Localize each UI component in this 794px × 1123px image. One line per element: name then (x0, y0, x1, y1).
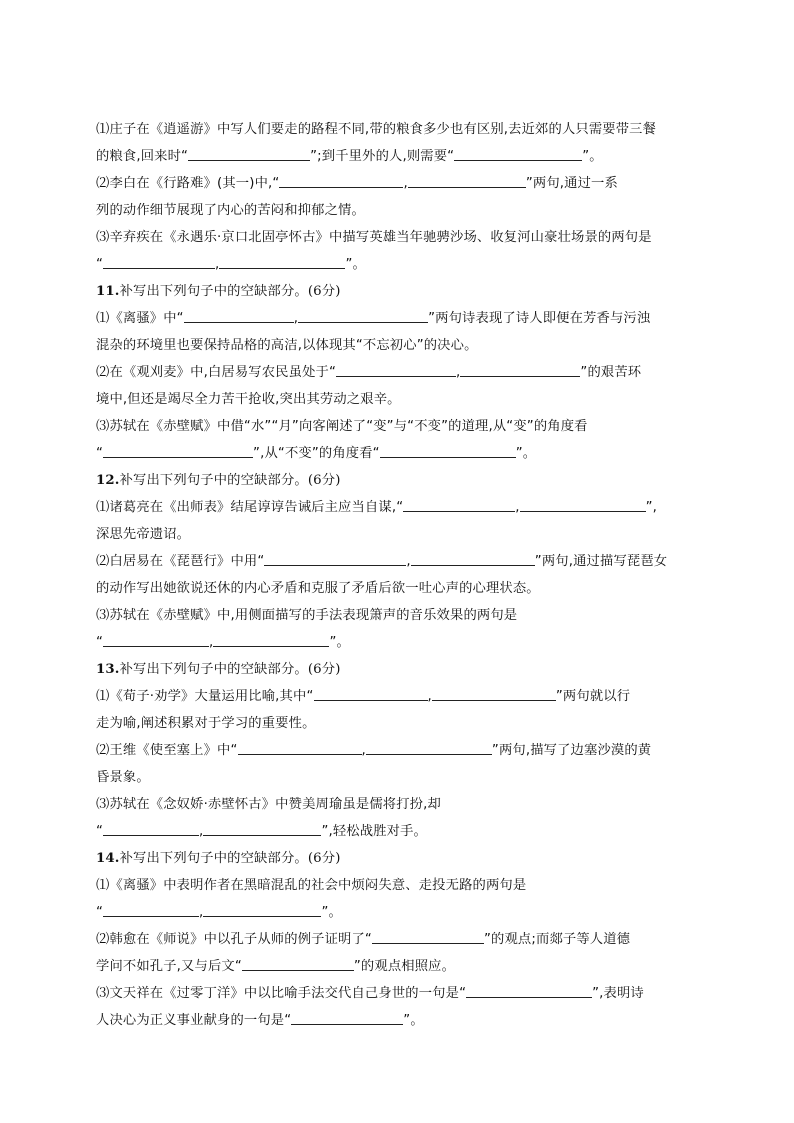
answer-blank[interactable] (298, 309, 428, 323)
answer-blank[interactable] (380, 444, 516, 458)
q13-3-line-1 (96, 791, 702, 818)
q11-1-text: 混杂的环境里也要保持品格的高洁,以体现其“不忘初心”的决心。 (96, 338, 478, 353)
answer-blank[interactable] (188, 147, 310, 161)
answer-blank[interactable] (460, 363, 580, 377)
answer-blank[interactable] (103, 633, 209, 647)
q13-2-line-1 (96, 737, 702, 764)
q14-2-text-pre: ⑵韩愈在《师说》中以孔子从师的例子证明了“ (96, 932, 372, 947)
q13-1-line-1 (96, 683, 702, 710)
q11-heading (96, 278, 702, 305)
q14-2-line-1 (96, 926, 702, 953)
separator: , (199, 824, 204, 839)
q12-2-line-1 (96, 548, 702, 575)
q11-3-line-1 (96, 413, 702, 440)
separator: , (215, 257, 220, 272)
q13-3-line-2 (96, 818, 702, 845)
answer-blank[interactable] (291, 1011, 403, 1025)
answer-blank[interactable] (219, 255, 345, 269)
q10-1-line-1 (96, 116, 702, 143)
q12-number: 12. (96, 473, 120, 488)
q12-title: 补写出下列句子中的空缺部分。(6分) (119, 473, 341, 488)
answer-blank[interactable] (264, 552, 406, 566)
q12-2-text: 的动作写出她欲说还休的内心矛盾和克服了矛盾后欲一吐心声的心理状态。 (96, 581, 540, 596)
q11-2-text-end: ”的艰苦环 (580, 365, 642, 380)
q13-2-text-pre: ⑵王维《使至塞上》中“ (96, 743, 238, 758)
q10-1-line-2 (96, 143, 702, 170)
answer-blank[interactable] (242, 957, 354, 971)
answer-blank[interactable] (238, 741, 362, 755)
answer-blank[interactable] (366, 741, 492, 755)
close-quote: ”, (645, 500, 658, 515)
q13-1-text: 走为喻,阐述积累对于学习的重要性。 (96, 716, 316, 731)
q11-3-line-2 (96, 440, 702, 467)
q13-number: 13. (96, 662, 120, 677)
separator: , (406, 554, 411, 569)
q10-2-text: 列的动作细节展现了内心的苦闷和抑郁之情。 (96, 203, 365, 218)
q11-number: 11. (96, 284, 120, 299)
q13-title: 补写出下列句子中的空缺部分。(6分) (119, 662, 341, 677)
answer-blank[interactable] (103, 255, 215, 269)
open-quote: “ (96, 824, 104, 839)
answer-blank[interactable] (466, 984, 592, 998)
q14-2-text-end-2: ”的观点相照应。 (353, 959, 456, 974)
q10-2-line-1 (96, 170, 702, 197)
q14-3-line-1 (96, 980, 702, 1007)
q10-3-line-2 (96, 251, 702, 278)
q14-2-text-end: ”的观点;而郯子等人道德 (483, 932, 631, 947)
answer-blank[interactable] (403, 498, 515, 512)
q12-3-text: ⑶苏轼在《赤壁赋》中,用侧面描写的手法表现箫声的音乐效果的两句是 (96, 608, 518, 623)
q11-2-line-1 (96, 359, 702, 386)
answer-blank[interactable] (203, 903, 321, 917)
q11-1-line-2 (96, 332, 702, 359)
answer-blank[interactable] (411, 552, 535, 566)
answer-blank[interactable] (336, 363, 456, 377)
q11-3-text-mid: ”,从“不变”的角度看“ (253, 446, 380, 461)
q14-3-text-pre-2: 人决心为正义事业献身的一句是“ (96, 1013, 292, 1028)
q13-1-text-end: ”两句就以行 (555, 689, 631, 704)
q10-1-text-mid: ”;到千里外的人,则需要“ (310, 149, 455, 164)
q12-1-line-1 (96, 494, 702, 521)
q14-2-text-pre-2: 学问不如孔子,又与后文“ (96, 959, 242, 974)
answer-blank[interactable] (432, 687, 556, 701)
q14-number: 14. (96, 851, 120, 866)
close-quote: ”。 (515, 446, 537, 461)
worksheet-page (96, 116, 702, 1034)
open-quote: “ (96, 257, 104, 272)
answer-blank[interactable] (408, 174, 526, 188)
separator: , (403, 176, 408, 191)
q13-1-text-pre: ⑴《荀子·劝学》大量运用比喻,其中“ (96, 689, 314, 704)
q12-3-line-1 (96, 602, 702, 629)
q12-1-text-pre: ⑴诸葛亮在《出师表》结尾谆谆告诫后主应当自谋,“ (96, 500, 404, 515)
q10-1-text-pre: 的粮食,回来时“ (96, 149, 189, 164)
q10-1-text: ⑴庄子在《逍遥游》中写人们要走的路程不同,带的粮食多少也有区别,去近郊的人只需要带三餐 (96, 122, 657, 137)
q14-2-line-2 (96, 953, 702, 980)
q12-1-text: 深思先帝遗诏。 (96, 527, 191, 542)
q10-1-text-end: ”。 (582, 149, 603, 164)
q14-title: 补写出下列句子中的空缺部分。(6分) (119, 851, 341, 866)
q13-2-text: 昏景象。 (96, 770, 150, 785)
answer-blank[interactable] (213, 633, 329, 647)
q11-3-text: ⑶苏轼在《赤壁赋》中借“水”“月”向客阐述了“变”与“不变”的道理,从“变”的角度看 (96, 419, 588, 434)
q14-1-line-1 (96, 872, 702, 899)
q13-1-line-2 (96, 710, 702, 737)
close-quote: ”。 (345, 257, 366, 272)
q13-3-text: ⑶苏轼在《念奴娇·赤壁怀古》中赞美周瑜虽是儒将打扮,却 (96, 797, 441, 812)
close-quote: ”。 (321, 905, 342, 920)
q11-title: 补写出下列句子中的空缺部分。(6分) (119, 284, 341, 299)
q11-2-line-2 (96, 386, 702, 413)
q10-3-text: ⑶辛弃疾在《永遇乐·京口北固亭怀古》中描写英雄当年驰骋沙场、收复河山豪壮场景的两句是 (96, 230, 652, 245)
separator: , (293, 311, 299, 326)
open-quote: “ (96, 446, 104, 461)
q14-3-line-2 (96, 1007, 702, 1034)
separator: , (361, 743, 366, 758)
q12-1-line-2 (96, 521, 702, 548)
q14-1-text: ⑴《离骚》中表明作者在黑暗混乱的社会中烦闷失意、走投无路的两句是 (96, 878, 527, 893)
q12-2-text-pre: ⑵白居易在《琵琶行》中用“ (96, 554, 265, 569)
q12-2-text-end: ”两句,通过描写琵琶女 (534, 554, 668, 569)
q14-1-line-2 (96, 899, 702, 926)
q12-3-line-2 (96, 629, 702, 656)
open-quote: “ (96, 635, 104, 650)
q14-3-text-end: ”,表明诗 (592, 986, 644, 1001)
separator: , (209, 635, 214, 650)
q13-3-text-end: ”,轻松战胜对手。 (321, 824, 427, 839)
answer-blank[interactable] (372, 930, 484, 944)
answer-blank[interactable] (203, 822, 321, 836)
q11-2-text-pre: ⑵在《观刈麦》中,白居易写农民虽处于“ (96, 365, 337, 380)
q12-heading (96, 467, 702, 494)
q10-2-text-end: ”两句,通过一系 (525, 176, 618, 191)
separator: , (456, 365, 461, 380)
answer-blank[interactable] (103, 903, 199, 917)
answer-blank[interactable] (454, 147, 582, 161)
q10-2-text-pre: ⑵李白在《行路难》(其一)中,“ (96, 176, 280, 191)
q11-1-line-1 (96, 305, 702, 332)
answer-blank[interactable] (520, 498, 646, 512)
separator: , (427, 689, 432, 704)
q14-3-text-pre: ⑶文天祥在《过零丁洋》中以比喻手法交代自己身世的一句是“ (96, 986, 467, 1001)
answer-blank[interactable] (279, 174, 403, 188)
close-quote: ”。 (403, 1013, 424, 1028)
q11-2-text: 境中,但还是竭尽全力苦干抢收,突出其劳动之艰辛。 (96, 392, 401, 407)
q13-heading (96, 656, 702, 683)
separator: , (515, 500, 520, 515)
close-quote: ”。 (329, 635, 350, 650)
answer-blank[interactable] (184, 309, 294, 323)
q14-heading (96, 845, 702, 872)
answer-blank[interactable] (103, 822, 199, 836)
q10-2-line-2 (96, 197, 702, 224)
answer-blank[interactable] (103, 444, 253, 458)
q13-2-text-end: ”两句,描写了边塞沙漠的黄 (491, 743, 652, 758)
q10-3-line-1 (96, 224, 702, 251)
answer-blank[interactable] (314, 687, 428, 701)
separator: , (199, 905, 204, 920)
q13-2-line-2 (96, 764, 702, 791)
open-quote: “ (96, 905, 104, 920)
q11-1-text-pre: ⑴《离骚》中“ (96, 311, 184, 326)
q11-1-text-end: ”两句诗表现了诗人即便在芳香与污浊 (428, 311, 651, 326)
q12-2-line-2 (96, 575, 702, 602)
